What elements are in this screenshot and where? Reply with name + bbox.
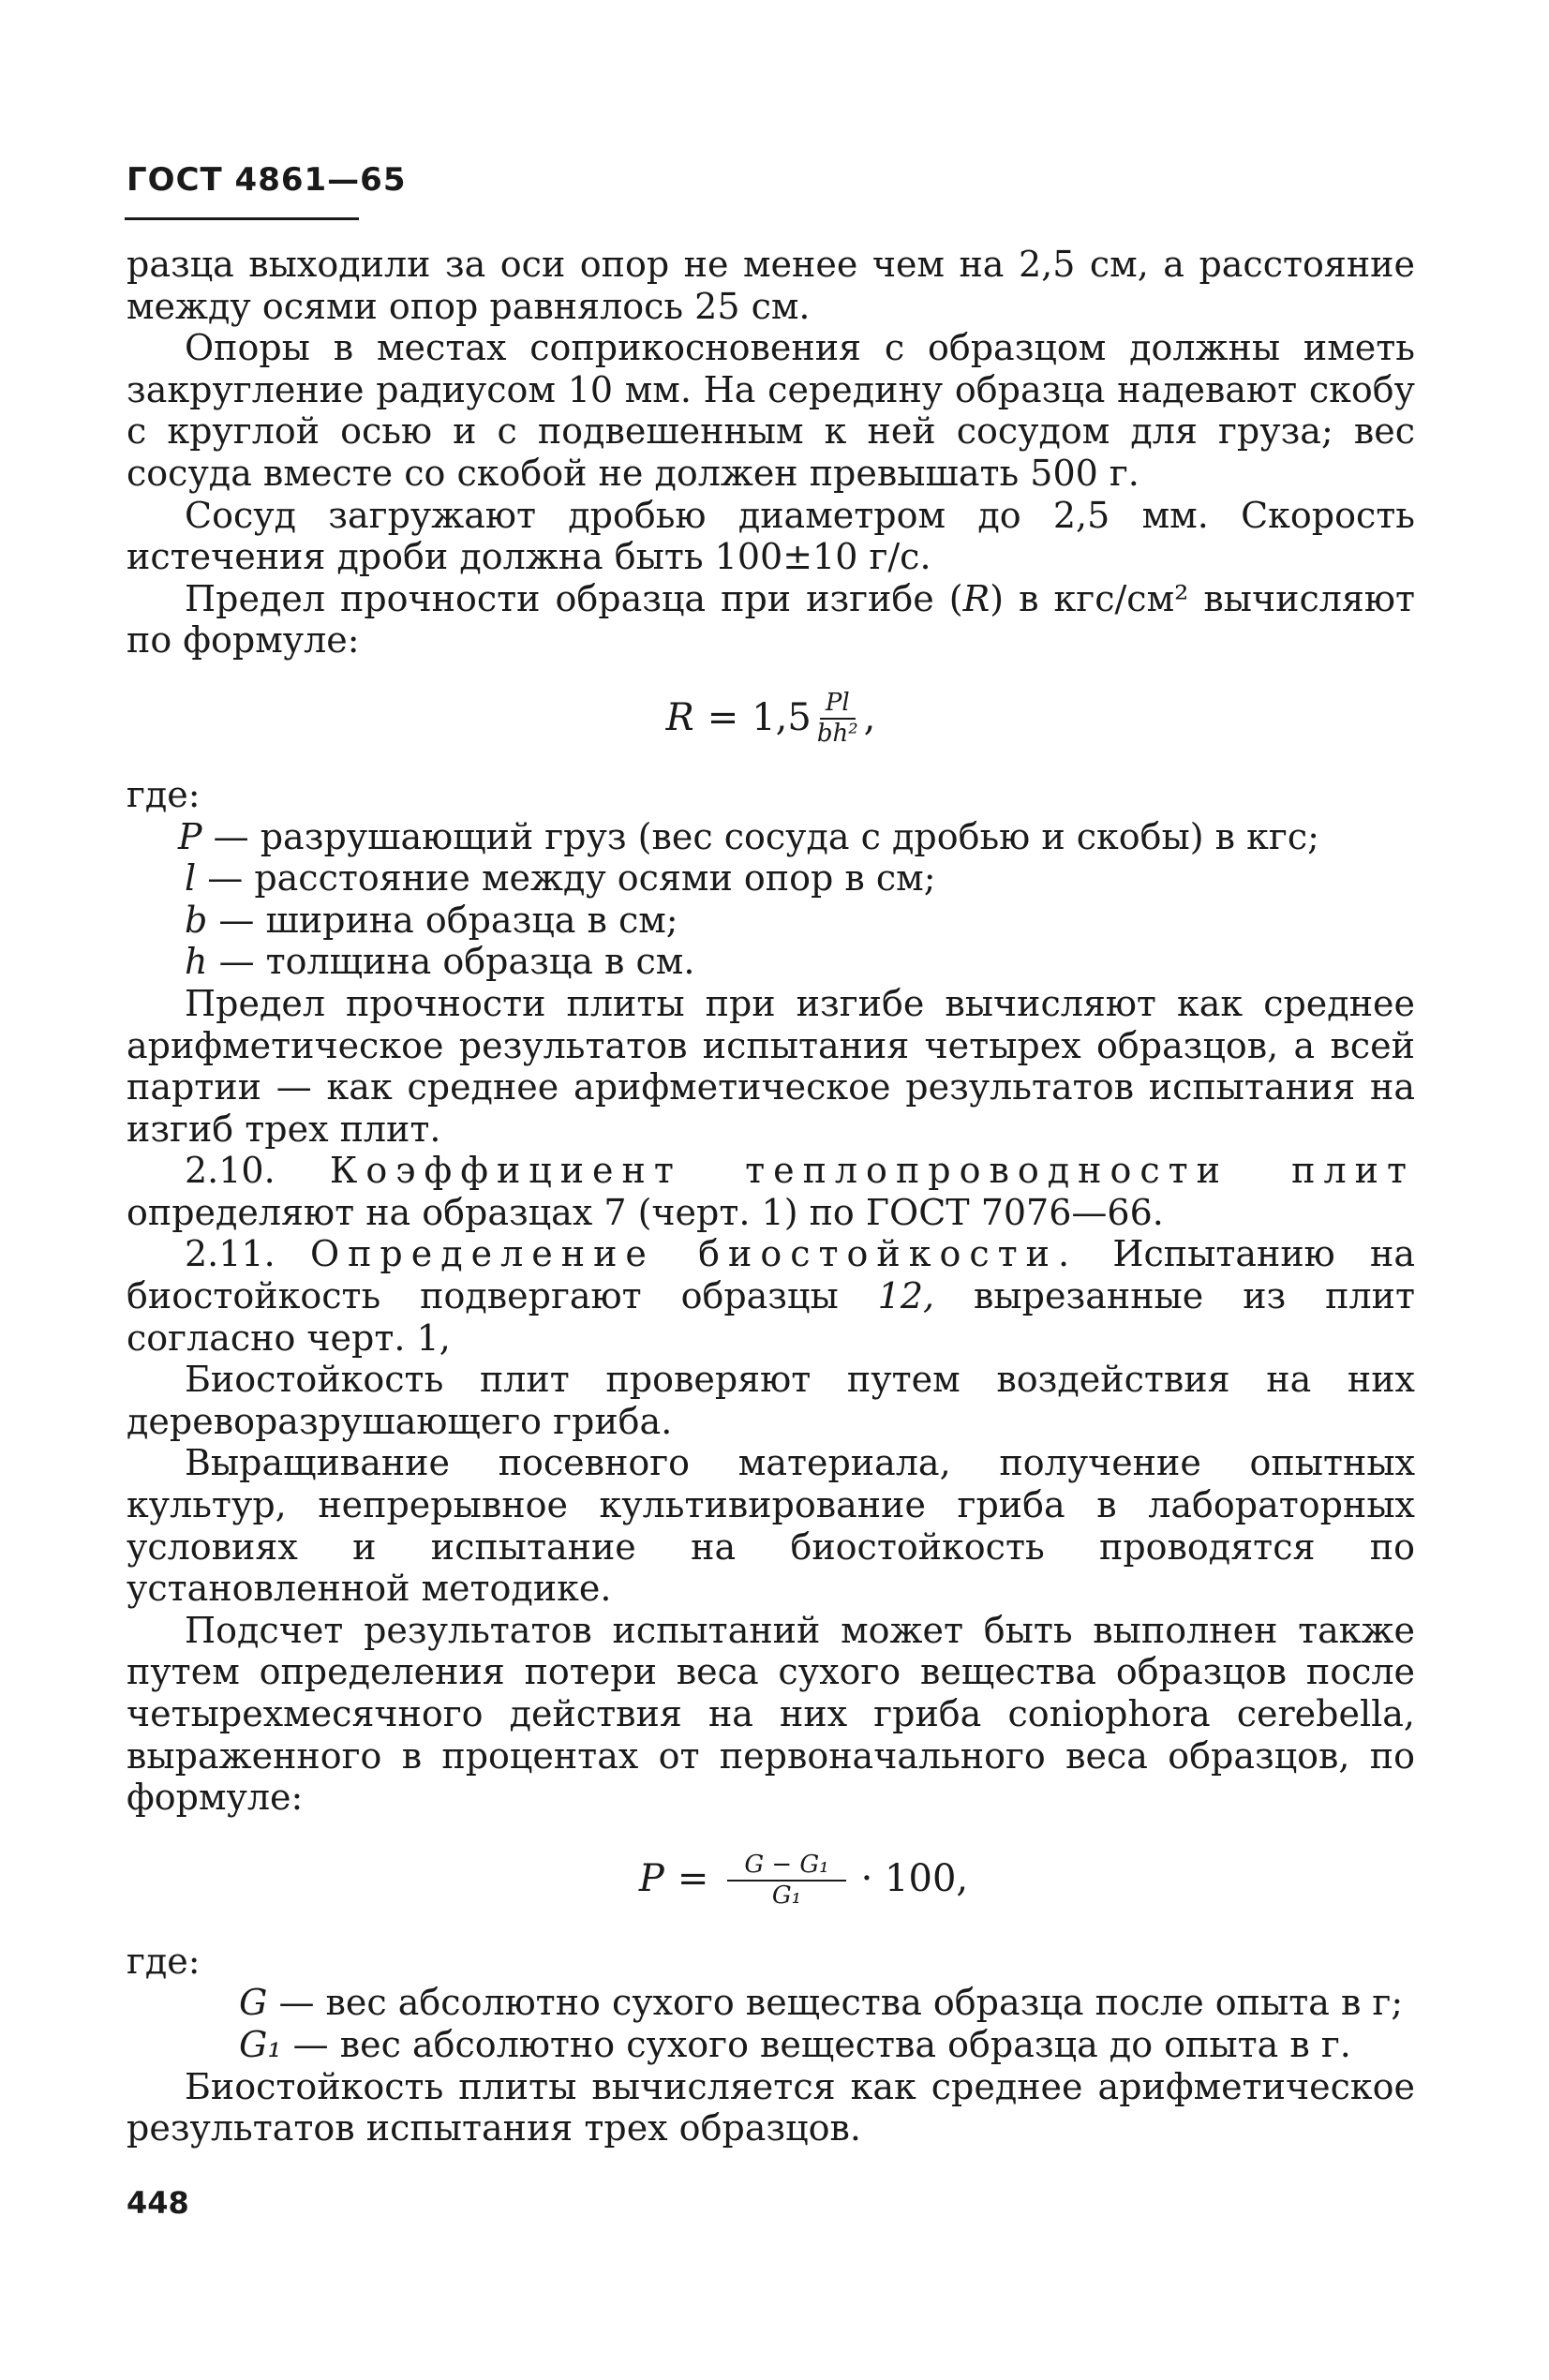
formula-lhs: R: [665, 695, 694, 739]
formula-coefficient: 1,5: [752, 695, 812, 739]
definition-symbol: h: [185, 941, 208, 983]
paragraph: Биостойкость плиты вычисляется как среднее арифметическое результатов испытания трех образцов.: [127, 2065, 1415, 2149]
definition-text: — расстояние между осями опор в см;: [196, 857, 936, 900]
definition-symbol: P: [178, 815, 202, 857]
formula-equals: =: [707, 695, 739, 739]
paragraph: Опоры в местах соприкосновения с образцом должны иметь закругление радиусом 10 мм. На середину образца надевают скобу с круглой осью и с подвешенным к ней сосудом для груза; вес сосуда вместе со скобой не должен превышать 500 г.: [127, 327, 1415, 494]
where-label: где:: [127, 773, 201, 815]
paragraph: Предел прочности плиты при изгибе вычисляют как среднее арифметическое результатов испытания четырех образцов, а всей партии — как среднее арифметическое результатов испытания на изгиб трех плит.: [127, 982, 1415, 1150]
definition-text: — вес абсолютно сухого вещества образца до опыта в г.: [281, 2023, 1351, 2065]
section-text: вырезанные из плит согласно черт. 1,: [127, 1275, 1415, 1359]
definition-text: — разрушающий груз (вес сосуда с дробью и скобы) в кгс;: [201, 815, 1319, 857]
section-text: Испытанию на биостойкость подвергают образцы: [127, 1233, 1415, 1317]
formula-denominator: G₁: [771, 1881, 802, 1910]
paragraph: Выращивание посевного материала, получение опытных культур, непрерывное культивирование гриба в лабораторных условиях и испытание на биостойкость проводятся по установленной методике.: [127, 1442, 1415, 1610]
formula-strength: [127, 662, 1415, 774]
formula-equals: =: [677, 1857, 709, 1901]
document-header: ГОСТ 4861—65: [127, 161, 407, 199]
definition-text: — толщина образца в см.: [207, 941, 695, 983]
definition-symbol: G: [239, 1982, 268, 2024]
formula-denominator: bh²: [816, 719, 858, 748]
section-title: Определение биостойкости.: [309, 1233, 1079, 1275]
formula-lhs: P: [638, 1857, 664, 1901]
definition-text: — вес абсолютно сухого вещества образца после опыта в г;: [267, 1982, 1404, 2024]
page-number: 448: [127, 2185, 189, 2221]
definition-symbol: G₁: [239, 2023, 282, 2065]
paragraph: Подсчет результатов испытаний может быть выполнен также путем определения потери веса сухого вещества образцов после четырехмесячного действия на них гриба coniophora cerebella, выраженного в процентах от первоначального веса образцов, по формуле:: [127, 1609, 1415, 1819]
where-label: где:: [127, 1940, 201, 1982]
header-rule: [125, 217, 359, 220]
paragraph: [127, 578, 1415, 662]
section-number: 2.11.: [185, 1233, 276, 1275]
definition-symbol: b: [185, 899, 208, 941]
definition-text: — ширина образца в см;: [207, 899, 678, 941]
formula-tail: · 100,: [860, 1857, 969, 1901]
formula-numerator: Pl: [820, 688, 856, 720]
formula-weight-loss: [127, 1819, 1415, 1941]
formula-numerator: G − G₁: [727, 1850, 845, 1882]
definition-item: [127, 1982, 1415, 2024]
section-2-10: [127, 1150, 1415, 1233]
formula-fraction: [727, 1850, 845, 1910]
paragraph: разца выходили за оси опор не менее чем на 2,5 см, а расстояние между осями опор равнялось 25 см.: [127, 244, 1415, 327]
paragraph: Биостойкость плит проверяют путем воздействия на них дереворазрушающего гриба.: [127, 1359, 1415, 1442]
definition-item: [127, 857, 1415, 900]
sample-number: 12,: [877, 1275, 935, 1317]
section-title: Коэффициент теплопроводности плит: [329, 1150, 1415, 1192]
paragraph-text: ) в кгс/см² вычисляют по формуле:: [127, 577, 1415, 662]
section-2-11: [127, 1233, 1415, 1359]
paragraph-text: Предел прочности образца при изгибе (: [185, 577, 963, 619]
paragraph: Сосуд загружают дробью диаметром до 2,5 мм. Скорость истечения дроби должна быть 100±10 г/с.: [127, 494, 1415, 578]
formula-fraction: [817, 688, 858, 748]
definition-item: [127, 941, 1415, 983]
definition-item: [127, 900, 1415, 942]
definition-item: [127, 816, 1415, 858]
definition-symbol: l: [185, 857, 197, 900]
variable: R: [962, 577, 990, 619]
section-number: 2.10.: [185, 1150, 276, 1192]
section-text: определяют на образцах 7 (черт. 1) по ГОСТ 7076—66.: [127, 1191, 1164, 1233]
formula-tail: ,: [863, 695, 876, 739]
document-body: [127, 244, 1415, 2149]
definition-item: [127, 2024, 1415, 2066]
